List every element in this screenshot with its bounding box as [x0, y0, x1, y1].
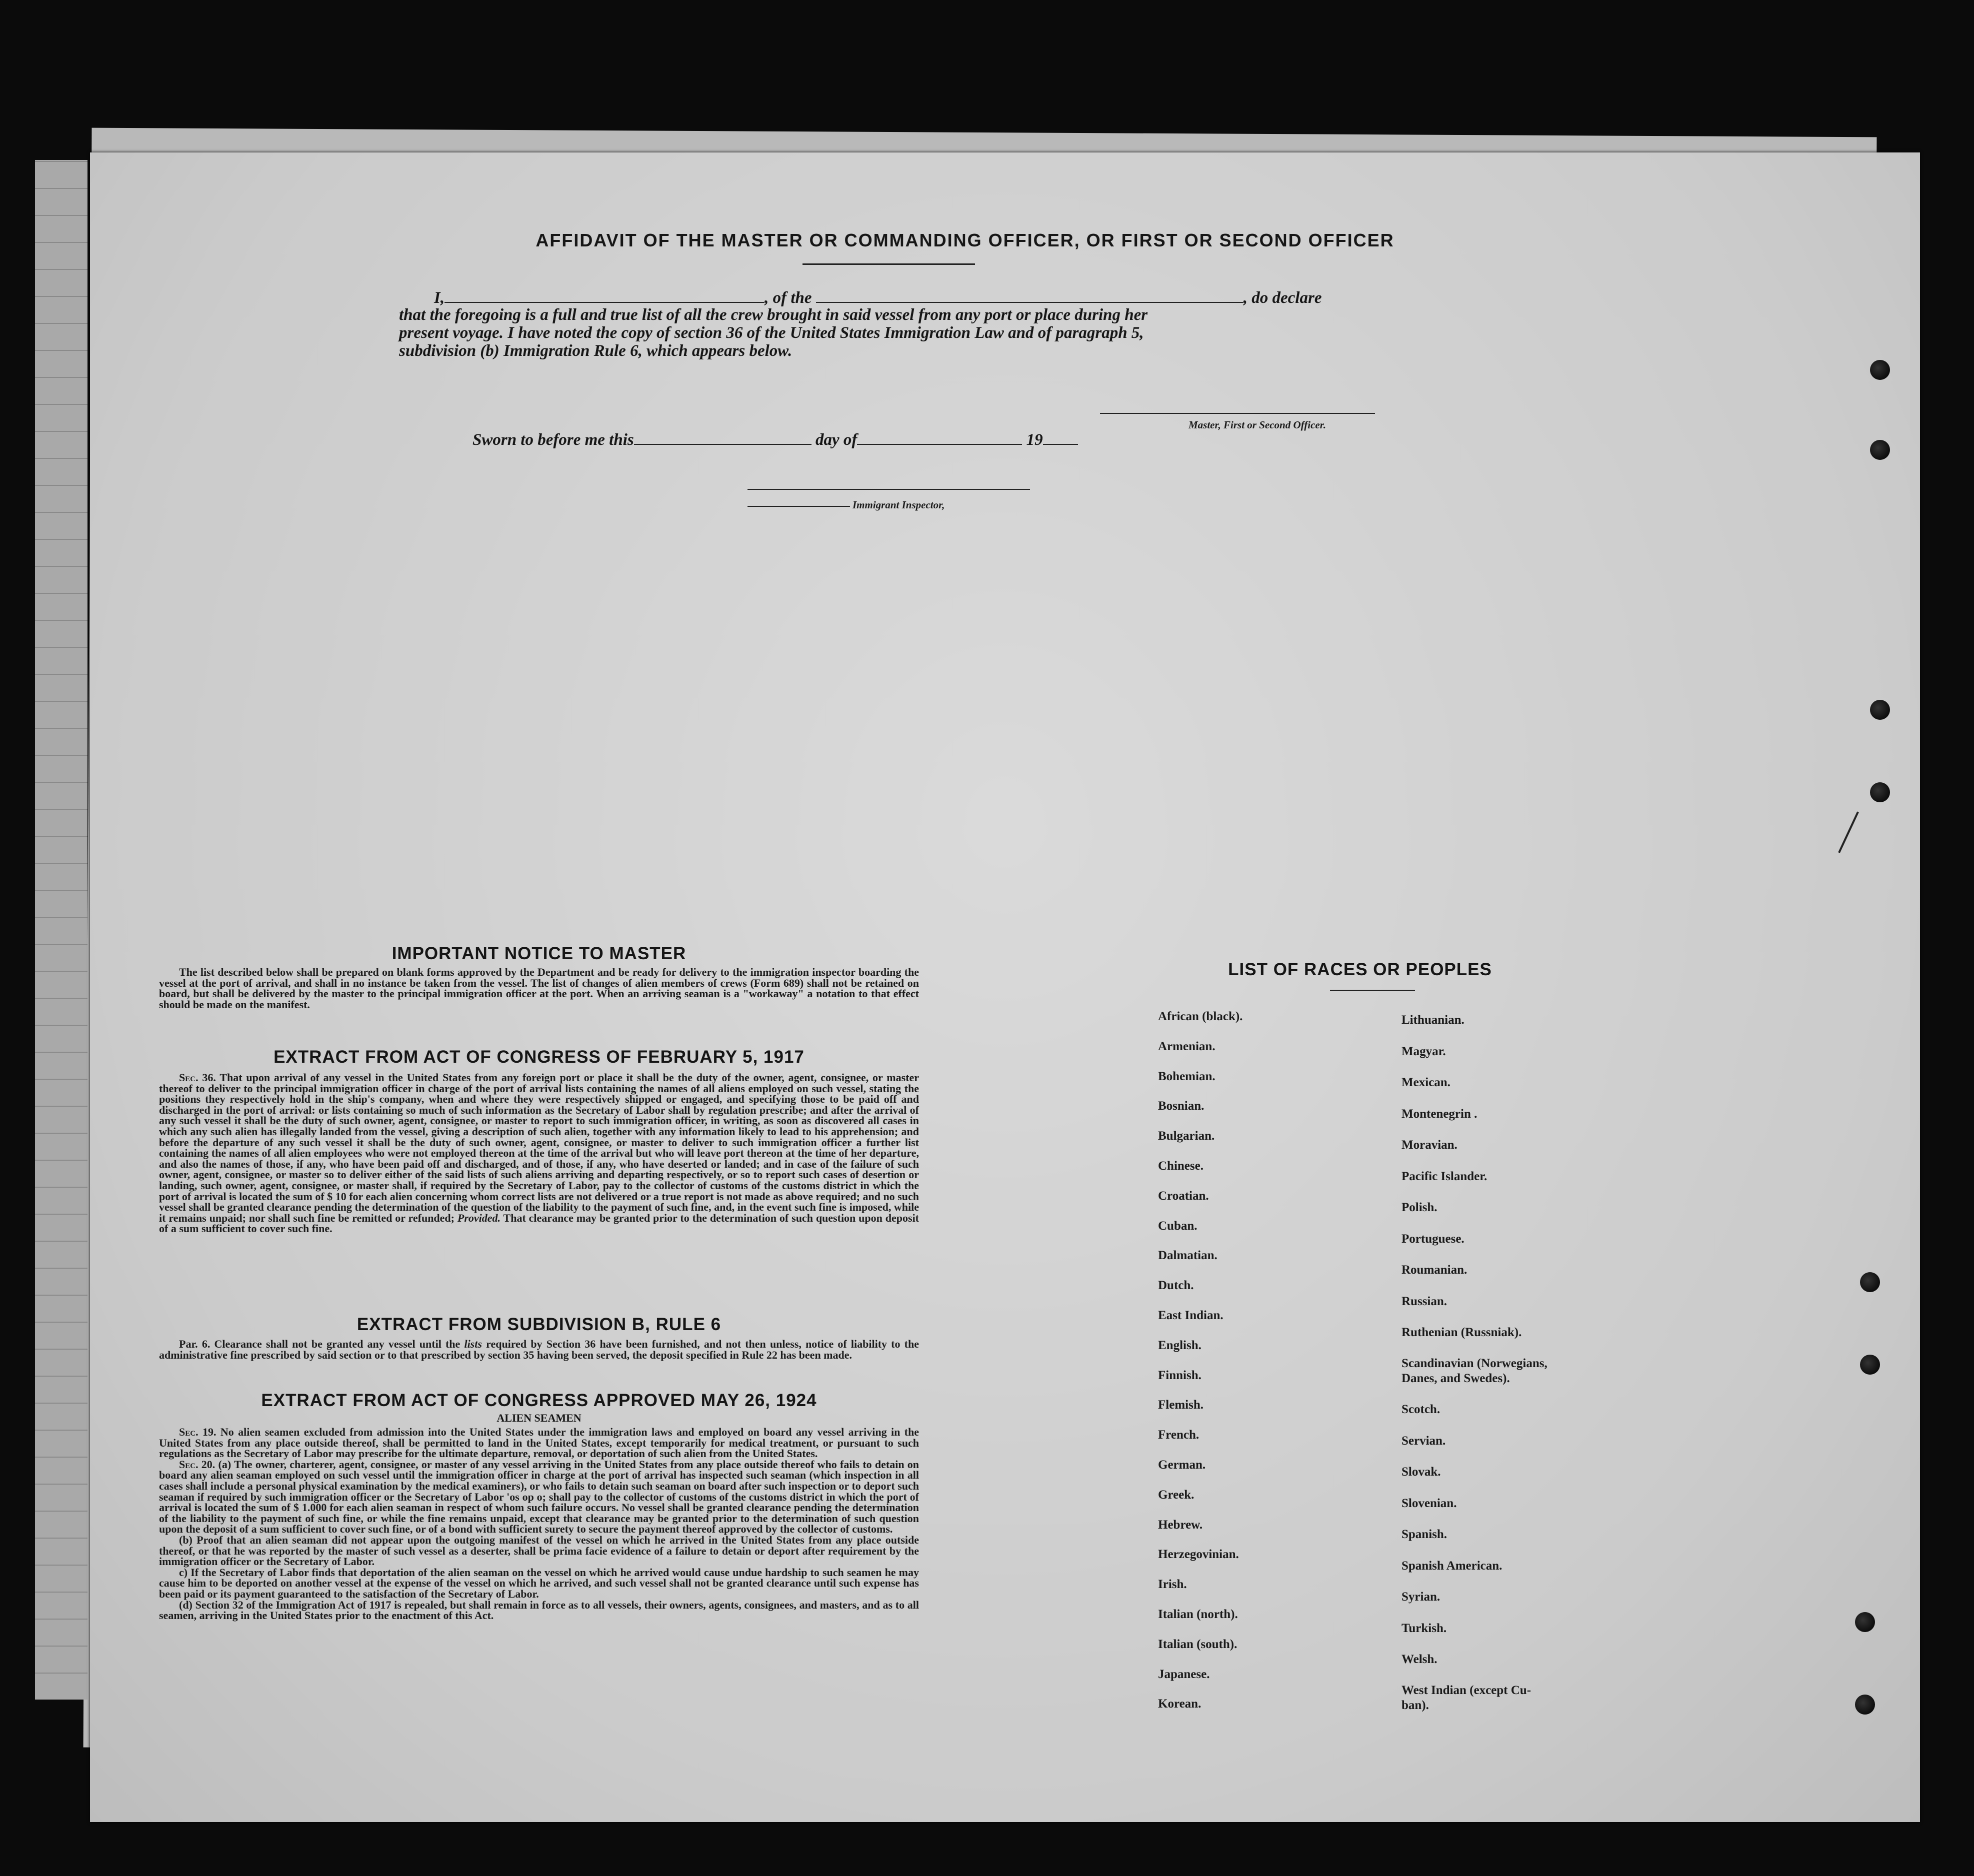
race-item: Korean.	[1158, 1697, 1202, 1711]
race-item: Greek.	[1158, 1488, 1194, 1502]
binder-hole	[1870, 360, 1890, 380]
race-item: Lithuanian.	[1402, 1013, 1464, 1027]
year-prefix: 19	[1026, 431, 1043, 449]
race-item: Mexican.	[1402, 1076, 1450, 1089]
rule-6-heading: EXTRACT FROM SUBDIVISION B, RULE 6	[356, 1315, 722, 1334]
inspector-caption: Immigrant Inspector,	[852, 499, 945, 511]
binder-hole	[1860, 1272, 1880, 1292]
act-1924-heading: EXTRACT FROM ACT OF CONGRESS APPROVED MAY 26, 1924	[261, 1391, 817, 1410]
race-item: Montenegrin .	[1402, 1107, 1478, 1121]
race-item: Scandinavian (Norwegians,	[1402, 1357, 1548, 1370]
race-item: Portuguese.	[1402, 1232, 1464, 1246]
race-item: German.	[1158, 1458, 1206, 1472]
title-rule	[802, 263, 975, 265]
race-item: Danes, and Swedes).	[1402, 1372, 1510, 1385]
affidavit-line-2: that the foregoing is a full and true list of all the crew brought in said vessel from any port or place during her	[399, 306, 1148, 324]
race-item: Scotch.	[1402, 1403, 1440, 1416]
affidavit-line-4: subdivision (b) Immigration Rule 6, which appears below.	[399, 342, 792, 360]
race-item: Flemish.	[1158, 1398, 1204, 1412]
race-item: Hebrew.	[1158, 1518, 1203, 1532]
binder-hole	[1870, 782, 1890, 802]
day-of-text: day of	[815, 431, 858, 449]
act-1917-section	[159, 1047, 919, 1234]
race-item: Turkish.	[1402, 1621, 1447, 1635]
sec-20b-text: (b) Proof that an alien seaman did not appear upon the outgoing manifest of the vessel on which he arrived in the United States from any place outside thereof, or that he was reported by the master of such vessel as a deserter, shall be prima facie evidence of a failure to detain or deport after requirement by the immigration officer or the Secretary of Labor.	[159, 1533, 919, 1568]
race-item: Dutch.	[1158, 1279, 1194, 1293]
race-item: English.	[1158, 1338, 1202, 1352]
race-item: Irish.	[1158, 1578, 1187, 1592]
inspector-signature-line[interactable]	[748, 489, 1030, 490]
declare-text: , do declare	[1243, 289, 1322, 307]
race-item: Japanese.	[1158, 1667, 1210, 1681]
race-item: Ruthenian (Russniak).	[1402, 1326, 1522, 1339]
affidavit-title: AFFIDAVIT OF THE MASTER OR COMMANDING OFFICER, OR FIRST OR SECOND OFFICER	[536, 230, 1394, 250]
race-item: Italian (north).	[1158, 1608, 1238, 1621]
races-title-rule	[1330, 990, 1415, 991]
ledger-edge	[35, 160, 88, 1700]
race-item: Cuban.	[1158, 1219, 1198, 1233]
race-item: Slovak.	[1402, 1465, 1441, 1479]
race-item: Pacific Islander.	[1402, 1169, 1488, 1183]
race-item: ban).	[1402, 1699, 1429, 1712]
race-item: French.	[1158, 1428, 1200, 1442]
signature-caption: Master, First or Second Officer.	[1188, 419, 1326, 431]
binder-hole	[1870, 440, 1890, 460]
act-1917-text: Sec. 36. That upon arrival of any vessel in the United States from any foreign port or place it shall be the duty of the owner, agent, consignee, or master thereof to deliver to the principal immigration officer in charge of the port of arrival lists containing the names of all aliens employed on such vessel, stating the positions they respectively hold in the ship's company, when and where they were respectively shipped or engaged, and specifying those to be paid off and discharged in the port of arrival: or lists containing so much of such information as the Secretary of Labor shall by regulation prescribe; and after the arrival of any such vessel it shall be the duty of such owner, agent, consignee, or master to report to such immigration officer, in writing, as soon as discovered all cases in which any such alien has illegally landed from the vessel, giving a description of such alien, together with any information likely to lead to his apprehension; and before the departure of any such vessel it shall be the duty of such owner, agent, consignee, or master to deliver to such immigration officer a further list containing the names of all alien employees who were not employed thereon at the time of the arrival but who will leave port thereon at the time of her departure, and also the names of those, if any, who have been paid off and discharged, and of those, if any, who have deserted or landed; and in case of the failure of such owner, agent, consignee, or master so to deliver either of the said lists of such aliens arriving and departing respectively, or so to report such cases of desertion or landing, such owner, agent, consignee, or master shall, if required by the Secretary of Labor, pay to the collector of customs of the customs district in which the port of arrival is located the sum of $ 10 for each alien concerning whom correct lists are not delivered or a true report is not made as above required; and no such vessel shall be granted clearance pending the determination of the question of the liability to the payment of such fine, and, in the event such fine is imposed, while it remains unpaid; nor shall such fine be remitted or refunded; Provided. That clearance may be granted prior to the determination of such question upon deposit of a sum sufficient to cover such fine.	[159, 1071, 920, 1235]
sworn-line	[472, 430, 1078, 449]
notice-section	[159, 944, 919, 1010]
race-item: Roumanian.	[1402, 1263, 1468, 1277]
sec-20a-text: Sec. 20. (a) The owner, charterer, agent, consignee, or master of any vessel arriving in the United States from any place outside thereof who fails to detain on board any alien seaman employed on such vessel until the immigration officer in charge at the port of arrival has inspected such seaman (which inspection in all cases shall include a personal physical examination by the medical examiners), or who fails to detain such seaman on board after such inspection or to deport such seaman if required by such immigration officer or the Secretary of Labor 'os op o; shall pay to the collector of customs of the customs district in which the port of arrival is located the sum of $ 1.000 for each alien seaman in respect of whom such failure occurs. No vessel shall be granted clearance pending the determination of the liability to the payment of such fine, or while the fine remains unpaid, except that clearance may be granted prior to the determination of such question upon the deposit of a sum sufficient to cover such fine, or of a bond with sufficient surety to secure the payment thereof approved by the collector of customs.	[159, 1458, 919, 1536]
race-item: Russian.	[1402, 1294, 1448, 1308]
alien-seamen-subheading: ALIEN SEAMEN	[496, 1412, 582, 1424]
affidavit-line-3: present voyage. I have noted the copy of section 36 of the United States Immigration Law and of paragraph 5,	[399, 324, 1144, 342]
month-blank[interactable]	[857, 430, 1022, 445]
race-item: Croatian.	[1158, 1189, 1209, 1203]
year-blank[interactable]	[1043, 430, 1078, 445]
race-item: Servian.	[1402, 1434, 1446, 1448]
sec-20c-text: c) If the Secretary of Labor finds that deportation of the alien seaman on the vessel on which he arrived would cause undue hardship to such seamen he may cause him to be deported on another vessel at the expense of the vessel on which he arrived, and such vessel shall not be granted clearance until such expense has been paid or its payment guaranteed to the satisfaction of the Secretary of Labor.	[159, 1566, 919, 1600]
affidavit-line-1	[434, 288, 1322, 307]
binder-hole	[1870, 700, 1890, 720]
race-item: Magyar.	[1402, 1044, 1446, 1058]
sec-20d-text: (d) Section 32 of the Immigration Act of 1917 is repealed, but shall remain in force as to all vessels, their owners, agents, consignees, and masters, and as to all seamen, arriving in the United States prior to the enactment of this Act.	[159, 1598, 919, 1622]
binder-hole	[1860, 1355, 1880, 1375]
race-item: Polish.	[1402, 1201, 1438, 1214]
notice-heading: IMPORTANT NOTICE TO MASTER	[392, 944, 686, 963]
act-1917-heading: EXTRACT FROM ACT OF CONGRESS OF FEBRUARY 5, 1917	[274, 1047, 804, 1067]
rule-6-section	[159, 1315, 919, 1360]
binder-hole	[1855, 1612, 1875, 1632]
race-item: Syrian.	[1402, 1590, 1440, 1604]
sec-19-text: Sec. 19. No alien seamen excluded from admission into the United States under the immigration laws and employed on board any vessel arriving in the United States from any place outside thereof, shall be permitted to land in the United States, except temporarily for medical treatment, or pursuant to such regulations as the Secretary of Labor may prescribe for the ultimate departure, removal, or deportation of such alien from the United States.	[159, 1426, 920, 1460]
declarant-prefix: I,	[434, 289, 445, 307]
race-item: Slovenian.	[1402, 1496, 1457, 1510]
race-item: Moravian.	[1402, 1138, 1458, 1152]
race-item: Bulgarian.	[1158, 1129, 1215, 1143]
race-item: Finnish.	[1158, 1368, 1202, 1382]
race-item: Spanish American.	[1402, 1559, 1502, 1573]
sworn-day-blank[interactable]	[634, 430, 812, 445]
binder-hole	[1855, 1695, 1875, 1715]
race-item: Chinese.	[1158, 1159, 1204, 1173]
rule-6-text: Par. 6. Clearance shall not be granted any vessel until the lists required by Section 36 have been furnished, and not then unless, notice of liability to the administrative fine prescribed by said section or to that prescribed by section 35 having been served, the deposit specified in Rule 22 has been made.	[159, 1338, 919, 1361]
race-item: Bohemian.	[1158, 1069, 1216, 1083]
race-item: Herzegovinian.	[1158, 1548, 1239, 1562]
races-title: LIST OF RACES OR PEOPLES	[1228, 960, 1492, 979]
inspector-name-line[interactable]	[748, 506, 850, 507]
notice-text: The list described below shall be prepared on blank forms approved by the Department and be ready for delivery to the immigration inspector boarding the vessel at the port of arrival, and shall in no instance be taken from the vessel. The list of changes of alien members of crews (Form 689) shall not be retained on board, but shall be delivered by the master to the principal immigration officer at the port. When an arriving seaman is a "workaway" a notation to that effect should be made on the manifest.	[159, 966, 919, 1011]
race-item: Dalmatian.	[1158, 1249, 1218, 1263]
vessel-name-blank[interactable]	[816, 288, 1244, 303]
race-item: East Indian.	[1158, 1309, 1224, 1322]
race-item: Italian (south).	[1158, 1637, 1238, 1651]
race-item: West Indian (except Cu-	[1402, 1684, 1532, 1697]
race-item: Bosnian.	[1158, 1099, 1204, 1113]
declarant-name-blank[interactable]	[444, 288, 764, 303]
act-1924-section	[159, 1391, 919, 1621]
race-item: African (black).	[1158, 1010, 1243, 1023]
signature-line[interactable]	[1100, 413, 1375, 414]
sworn-text: Sworn to before me this	[472, 431, 634, 449]
race-item: Armenian.	[1158, 1039, 1216, 1053]
race-item: Spanish.	[1402, 1528, 1448, 1541]
vessel-prefix: , of the	[764, 289, 812, 307]
race-item: Welsh.	[1402, 1653, 1438, 1666]
